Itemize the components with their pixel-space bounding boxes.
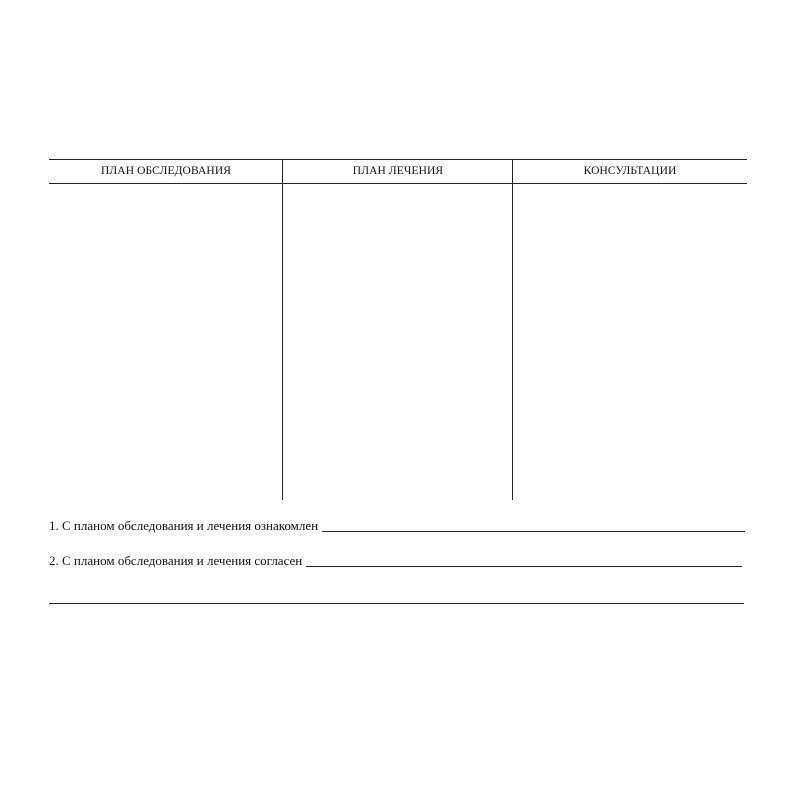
treatment-plan-field[interactable] xyxy=(283,184,513,500)
column-header-examination-plan: ПЛАН ОБСЛЕДОВАНИЯ xyxy=(100,165,231,177)
plan-table xyxy=(49,159,747,500)
consent-line-agreed xyxy=(49,549,742,569)
consent-line-acquainted xyxy=(49,514,745,534)
examination-plan-field[interactable] xyxy=(49,184,283,500)
table-header-row xyxy=(49,160,747,184)
column-header-consultations: КОНСУЛЬТАЦИИ xyxy=(583,165,677,177)
signature-field-agreed[interactable] xyxy=(306,566,742,567)
consent-label-agreed: 2. С планом обследования и лечения согласен xyxy=(49,553,303,568)
blank-signature-line[interactable] xyxy=(49,603,744,604)
consultations-field[interactable] xyxy=(513,184,747,500)
consent-label-acquainted: 1. С планом обследования и лечения ознакомлен xyxy=(49,518,319,533)
signature-field-acquainted[interactable] xyxy=(322,531,745,532)
column-header-treatment-plan: ПЛАН ЛЕЧЕНИЯ xyxy=(352,165,444,177)
